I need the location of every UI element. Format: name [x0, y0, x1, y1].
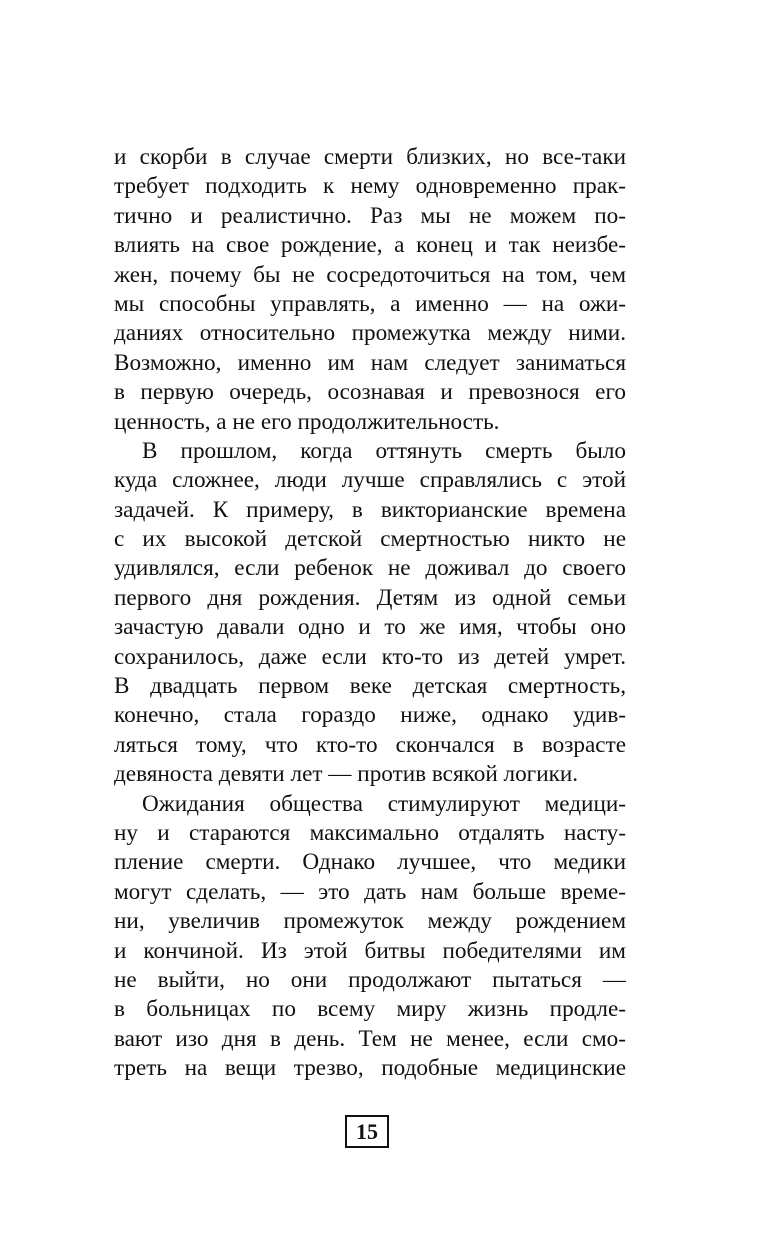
text-line: и кончиной. Из этой битвы победителями им — [114, 937, 626, 964]
text-line: с их высокой детской смертностью никто не — [114, 526, 626, 553]
text-line: требует подходить к нему одновременно прак- — [114, 173, 626, 200]
text-line: в больницах по всему миру жизнь продле- — [114, 996, 626, 1023]
text-line: удивлялся, если ребенок не доживал до своего — [114, 555, 626, 582]
text-line: не выйти, но они продолжают пытаться — — [114, 966, 626, 993]
text-line: треть на вещи трезво, подобные медицинские — [114, 1055, 626, 1082]
text-line: зачастую давали одно и то же имя, чтобы оно — [114, 614, 626, 641]
text-line: даниях относительно промежутка между ними. — [114, 320, 626, 347]
text-line: первого дня рождения. Детям из одной семьи — [114, 584, 626, 611]
text-line: В двадцать первом веке детская смертность, — [114, 673, 626, 700]
paragraph — [114, 437, 626, 790]
text-line: могут сделать, — это дать нам больше време- — [114, 878, 626, 905]
paragraph — [114, 143, 626, 437]
text-line: В прошлом, когда оттянуть смерть было — [142, 437, 626, 464]
text-line: тично и реалистично. Раз мы не можем по- — [114, 202, 626, 229]
text-line: ценность, а не его продолжительность. — [114, 408, 500, 435]
text-line: Возможно, именно им нам следует заниматься — [114, 349, 626, 376]
text-line: вают изо дня в день. Тем не менее, если смо- — [114, 1025, 626, 1052]
text-line: сохранилось, даже если кто-то из детей умрет. — [114, 643, 626, 670]
text-line: задачей. К примеру, в викторианские времена — [114, 496, 626, 523]
body-text — [114, 143, 626, 1084]
page-number — [345, 1115, 389, 1148]
text-line: девяноста девяти лет — против всякой логики. — [114, 761, 579, 788]
text-line: куда сложнее, люди лучше справлялись с этой — [114, 467, 626, 494]
text-line: мы способны управлять, а именно — на ожи- — [114, 290, 626, 317]
text-line: ну и стараются максимально отдалять насту- — [114, 819, 626, 846]
text-line: в первую очередь, осознавая и превознося его — [114, 379, 626, 406]
text-line: Ожидания общества стимулируют медици- — [142, 790, 626, 817]
paragraph — [114, 790, 626, 1084]
text-line: жен, почему бы не сосредоточиться на том, чем — [114, 261, 626, 288]
page-number-label: 15 — [356, 1118, 378, 1144]
text-line: ляться тому, что кто-то скончался в возрасте — [114, 731, 626, 758]
text-line: ни, увеличив промежуток между рождением — [114, 908, 626, 935]
text-line: влиять на свое рождение, а конец и так неизбе- — [114, 232, 626, 259]
text-line: конечно, стала гораздо ниже, однако удив- — [114, 702, 626, 729]
text-line: и скорби в случае смерти близких, но все-таки — [114, 144, 626, 170]
text-line: пление смерти. Однако лучшее, что медики — [114, 849, 626, 876]
